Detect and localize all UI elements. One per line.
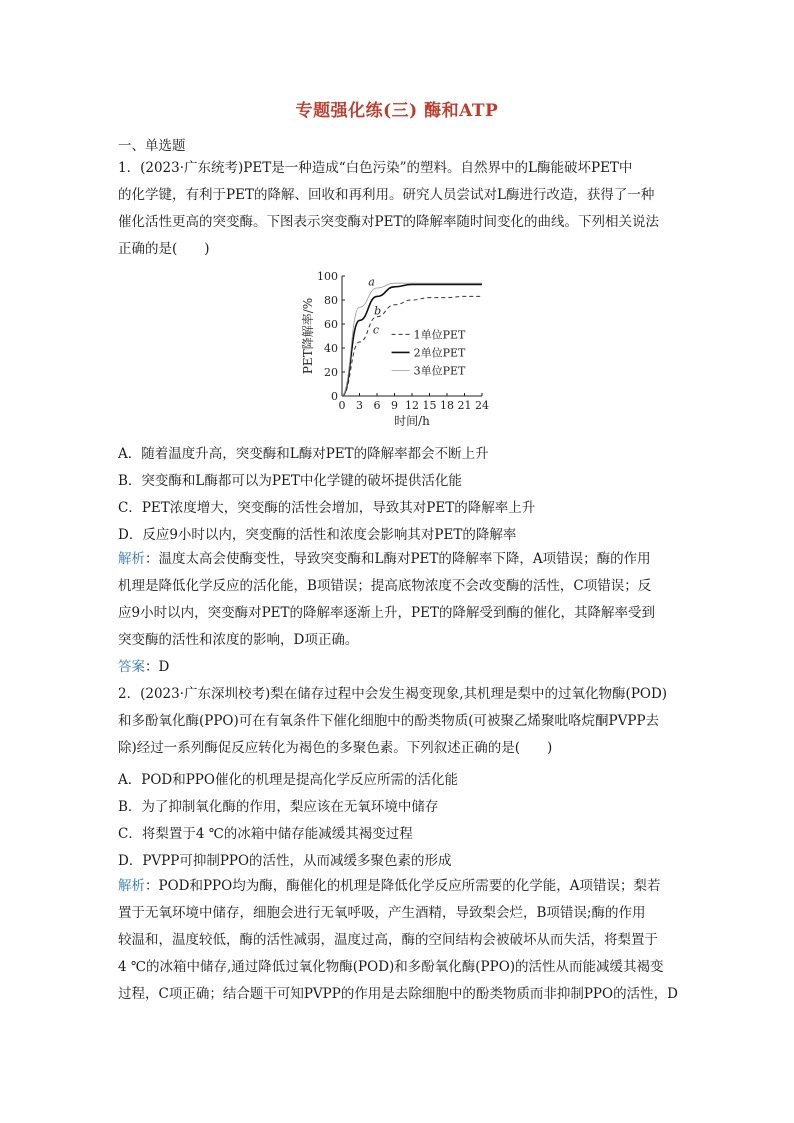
x-tick-label: 15 — [422, 399, 437, 412]
x-tick-label: 21 — [457, 399, 472, 412]
curve-label: c — [372, 323, 380, 337]
x-tick-label: 12 — [405, 399, 419, 412]
q2-analysis-line: 解析：POD和PPO均为酶，酶催化的机理是降低化学反应所需要的化学能，A项错误；梨若 — [118, 878, 661, 894]
q1-analysis-line: 机理是降低化学反应的活化能，B项错误；提高底物浓度不会改变酶的活性，C项错误；反 — [118, 578, 652, 594]
q1-line: 1．(2023·广东统考)PET是一种造成“白色污染”的塑料。自然界中的L酶能破坏PET中 — [118, 160, 633, 176]
curve-label: a — [368, 275, 375, 289]
y-tick-label: 20 — [324, 366, 338, 379]
degradation-chart — [298, 264, 498, 434]
curve-label: b — [374, 304, 382, 318]
q2-option-b: B．为了抑制氧化酶的作用，梨应该在无氧环境中储存 — [118, 799, 439, 815]
y-tick-label: 60 — [324, 318, 338, 331]
q1-analysis-line: 突变酶的活性和浓度的影响，D项正确。 — [118, 632, 359, 648]
q2-analysis-line: 过程，C项正确；结合题干可知PVPP的作用是去除细胞中的酚类物质而非抑制PPO的活性，D — [118, 986, 678, 1002]
y-tick-label: 80 — [324, 294, 338, 307]
legend-label: 2单位PET — [413, 346, 466, 360]
section-heading: 一、单选题 — [118, 138, 186, 154]
q2-line: 和多酚氧化酶(PPO)可在有氧条件下催化细胞中的酚类物质(可被聚乙烯聚吡咯烷酮PVPP去 — [118, 713, 660, 729]
q2-analysis-line: 置于无氧环境中储存，细胞会进行无氧呼吸，产生酒精，导致梨会烂，B项错误;酶的作用 — [118, 905, 646, 921]
y-axis-label: PET降解率/% — [301, 297, 315, 375]
y-tick-label: 100 — [317, 270, 338, 283]
answer-label: 答案 — [118, 659, 145, 675]
q1-option-c: C．PET浓度增大，突变酶的活性会增加，导致其对PET的降解率上升 — [118, 500, 536, 516]
x-tick-label: 18 — [440, 399, 454, 412]
x-tick-label: 6 — [373, 399, 381, 412]
q2-line: 除)经过一系列酶促反应转化为褐色的多聚色素。下列叙述正确的是( ) — [118, 740, 553, 756]
q2-option-a: A．POD和PPO催化的机理是提高化学反应所需的活化能 — [118, 772, 458, 788]
legend-label: 3单位PET — [413, 364, 466, 378]
y-tick-label: 0 — [331, 390, 338, 403]
q2-line: 2．(2023·广东深圳校考)梨在储存过程中会发生褐变现象,其机理是梨中的过氧化物酶(POD) — [118, 686, 668, 702]
analysis-label: 解析 — [118, 878, 145, 894]
q1-line: 的化学键，有利于PET的降解、回收和再利用。研究人员尝试对L酶进行改造，获得了一种 — [118, 187, 655, 203]
q1-analysis-line: 应9小时以内，突变酶对PET的降解率逐渐上升，PET的降解受到酶的催化，其降解率受到 — [118, 605, 655, 621]
q2-option-c: C．将梨置于4 ℃的冰箱中储存能减缓其褐变过程 — [118, 826, 413, 842]
x-tick-label: 24 — [475, 399, 489, 412]
q1-answer: 答案：D — [118, 659, 170, 675]
q1-line: 催化活性更高的突变酶。下图表示突变酶对PET的降解率随时间变化的曲线。下列相关说法 — [118, 214, 659, 230]
x-tick-label: 0 — [338, 399, 346, 412]
legend-label: 1单位PET — [413, 328, 466, 342]
q2-analysis-line: 较温和，温度较低，酶的活性减弱，温度过高，酶的空间结构会被破坏从而失活，将梨置于 — [118, 932, 658, 948]
q2-option-d: D．PVPP可抑制PPO的活性，从而减缓多聚色素的形成 — [118, 853, 452, 869]
x-tick-label: 3 — [356, 399, 363, 412]
y-tick-label: 40 — [324, 342, 338, 355]
q1-line: 正确的是( ) — [118, 241, 210, 257]
q2-analysis-line: 4 ℃的冰箱中储存,通过降低过氧化物酶(POD)和多酚氧化酶(PPO)的活性从而能减缓其褐变 — [118, 959, 664, 975]
x-tick-label: 9 — [391, 399, 398, 412]
page-title: 专题强化练(三) 酶和ATP — [295, 101, 499, 121]
q1-option-d: D．反应9小时以内，突变酶的活性和浓度会影响其对PET的降解率 — [118, 527, 517, 543]
q1-option-a: A．随着温度升高，突变酶和L酶对PET的降解率都会不断上升 — [118, 446, 489, 462]
q1-option-b: B．突变酶和L酶都可以为PET中化学键的破坏提供活化能 — [118, 473, 462, 489]
analysis-label: 解析 — [118, 551, 145, 567]
x-axis-label: 时间/h — [394, 414, 430, 428]
q1-analysis-line: 解析：温度太高会使酶变性，导致突变酶和L酶对PET的降解率下降，A项错误；酶的作用 — [118, 551, 651, 567]
